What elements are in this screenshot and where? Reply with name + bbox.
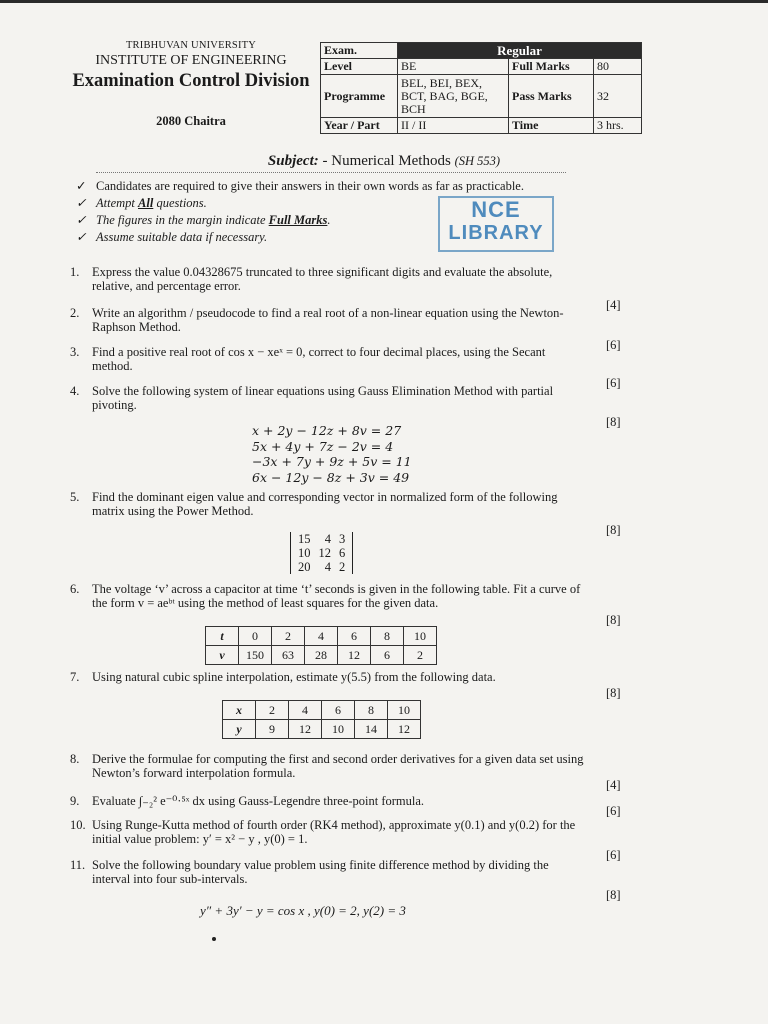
exam-session: 2080 Chaitra bbox=[156, 114, 226, 128]
bvp-equation: y″ + 3y′ − y = cos x , y(0) = 2, y(2) = 3 bbox=[200, 903, 406, 918]
question-1: 1. Express the value 0.04328675 truncated to three significant digits and evaluate the absolute, relative, and percentage error. bbox=[70, 265, 553, 293]
marks-10: [6] bbox=[606, 848, 621, 862]
table-row: v 150 63 28 12 6 2 bbox=[206, 646, 437, 665]
marks-5: [8] bbox=[606, 523, 621, 537]
question-8: 8. Derive the formulae for computing the first and second order derivatives for a given data set using Newton’s forward interpolation formula. bbox=[70, 752, 584, 780]
marks-11: [8] bbox=[606, 888, 621, 902]
scan-mark bbox=[212, 937, 216, 941]
equation: x + 2y − 12z + 8v = 27 bbox=[252, 423, 402, 438]
division-name: Examination Control Division bbox=[72, 71, 310, 91]
institute-name: INSTITUTE OF ENGINEERING bbox=[95, 53, 287, 68]
marks-6: [8] bbox=[606, 613, 621, 627]
university-name: TRIBHUVAN UNIVERSITY bbox=[125, 40, 257, 51]
marks-2: [6] bbox=[606, 338, 621, 352]
programme-value: BEL, BEI, BEX, BCT, BAG, BGE, BCH bbox=[398, 75, 509, 118]
library-stamp: NCE LIBRARY bbox=[438, 196, 554, 252]
instruction-item: ✓ Assume suitable data if necessary. bbox=[76, 230, 268, 244]
pass-marks-value: 32 bbox=[594, 75, 642, 118]
marks-1: [4] bbox=[606, 298, 621, 312]
subject-label: Subject: bbox=[267, 153, 319, 169]
question-11: 11. Solve the following boundary value problem using finite difference method by dividing the interval into four sub-intervals. bbox=[70, 858, 549, 886]
question-5: 5. Find the dominant eigen value and corresponding vector in normalized form of the following matrix using the Power Method. bbox=[70, 490, 558, 518]
year-part-value: II / II bbox=[398, 118, 509, 134]
year-part-label: Year / Part bbox=[321, 118, 398, 134]
level-label: Level bbox=[321, 59, 398, 75]
instruction-item: ✓ Attempt All questions. bbox=[76, 196, 207, 210]
check-icon: ✓ bbox=[76, 230, 87, 244]
instruction-item: ✓ The figures in the margin indicate Full Marks. bbox=[76, 213, 331, 227]
time-value: 3 hrs. bbox=[594, 118, 642, 134]
question-6: 6. The voltage ‘v’ across a capacitor at time ‘t’ seconds is given in the following table. Fit a curve of the form v = aeᵇᵗ using the method of least squares for the given data. bbox=[70, 582, 581, 610]
spline-table bbox=[222, 700, 421, 739]
question-3: 3. Find a positive real root of cos x − xeˣ = 0, correct to four decimal places, using the Secant method. bbox=[70, 345, 546, 373]
equation: 5x + 4y + 7z − 2v = 4 bbox=[252, 438, 394, 454]
question-9: 9. Evaluate ∫₋₂² e⁻⁰·⁵ˣ dx using Gauss-Legendre three-point formula. bbox=[70, 794, 425, 808]
marks-3: [6] bbox=[606, 376, 621, 390]
exam-info-table bbox=[320, 42, 642, 134]
marks-7: [8] bbox=[606, 686, 621, 700]
eigen-matrix: 15 4 3 10 12 6 20 4 2 bbox=[290, 532, 353, 574]
time-label: Time bbox=[509, 118, 594, 134]
full-marks-value: 80 bbox=[594, 59, 642, 75]
voltage-table bbox=[205, 626, 437, 665]
full-marks-label: Full Marks bbox=[509, 59, 594, 75]
equation: 6x − 12y − 8z + 3v = 49 bbox=[252, 469, 410, 485]
level-value: BE bbox=[398, 59, 509, 75]
equation: −3x + 7y + 9z + 5v = 11 bbox=[252, 454, 412, 469]
question-7: 7. Using natural cubic spline interpolation, estimate y(5.5) from the following data. bbox=[70, 670, 496, 684]
marks-4: [8] bbox=[606, 415, 621, 429]
subject-name: - Numerical Methods bbox=[322, 153, 451, 169]
exam-label: Exam. bbox=[321, 43, 398, 59]
top-border bbox=[0, 0, 768, 3]
question-2: 2. Write an algorithm / pseudocode to find a real root of a non-linear equation using the Newton-Raphson Method. bbox=[70, 306, 564, 334]
pass-marks-label: Pass Marks bbox=[509, 75, 594, 118]
question-10: 10. Using Runge-Kutta method of fourth order (RK4 method), approximate y(0.1) and y(0.2) for the initial value problem: y′ = x² − y , y(0) = 1. bbox=[70, 818, 576, 846]
table-row: x 2 4 6 8 10 bbox=[223, 701, 421, 720]
marks-8: [4] bbox=[606, 778, 621, 792]
marks-9: [6] bbox=[606, 804, 621, 818]
subject-rule bbox=[96, 172, 566, 173]
check-icon: ✓ bbox=[76, 179, 87, 193]
check-icon: ✓ bbox=[76, 196, 87, 210]
programme-label: Programme bbox=[321, 75, 398, 118]
subject-code: (SH 553) bbox=[454, 154, 501, 168]
equation-system bbox=[252, 423, 412, 485]
exam-header bbox=[60, 40, 322, 129]
table-row: t 0 2 4 6 8 10 bbox=[206, 627, 437, 646]
instruction-item: ✓ Candidates are required to give their answers in their own words as far as practicable. bbox=[76, 179, 524, 193]
subject-line bbox=[0, 153, 768, 170]
check-icon: ✓ bbox=[76, 213, 87, 227]
exam-type: Regular bbox=[398, 43, 642, 59]
question-4: 4. Solve the following system of linear equations using Gauss Elimination Method with partial pivoting. bbox=[70, 384, 554, 412]
table-row: y 9 12 10 14 12 bbox=[223, 720, 421, 739]
